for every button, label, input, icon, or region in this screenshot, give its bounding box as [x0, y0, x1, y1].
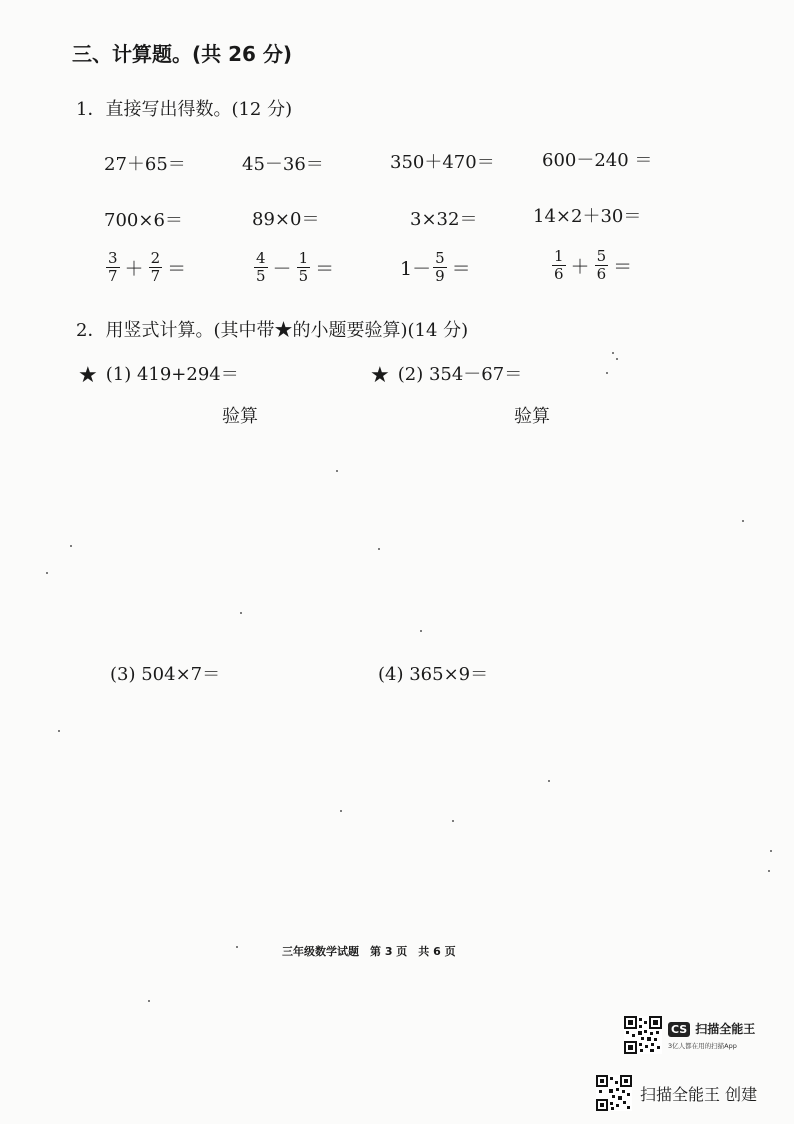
- fraction-expr-2: [252, 250, 337, 285]
- fraction-5-9: [433, 250, 447, 285]
- expr-1-4: 600－240 ＝: [542, 150, 653, 171]
- denominator: 7: [150, 267, 161, 285]
- denominator: 7: [108, 267, 118, 285]
- operator: －: [272, 258, 292, 280]
- scan-speck: [606, 372, 608, 374]
- brand-tagline: 3亿人都在用的扫描App: [668, 1042, 737, 1050]
- item-label: (2) 354－67＝: [397, 364, 523, 385]
- numerator: 5: [596, 247, 607, 265]
- operator: ＋: [570, 256, 590, 278]
- scan-speck: [742, 520, 744, 522]
- denominator: 6: [596, 265, 607, 283]
- scanner-created-label: 扫描全能王 创建: [640, 1085, 758, 1104]
- expr-2-3: 3×32＝: [410, 209, 478, 230]
- scan-speck: [612, 352, 614, 354]
- verify-label-1: 验算: [222, 406, 258, 427]
- brand-name: 扫描全能王: [695, 1022, 756, 1036]
- scan-speck: [240, 612, 242, 614]
- vertical-calc-item-1: [78, 360, 239, 388]
- fraction-4-5: [254, 250, 268, 285]
- scan-speck: [420, 630, 422, 632]
- scan-speck: [70, 545, 72, 547]
- star-icon: ★: [78, 363, 98, 388]
- equals-sign: ＝: [315, 258, 335, 280]
- denominator: 9: [435, 267, 445, 285]
- fraction-1-6: [552, 248, 566, 283]
- fraction-2-7: [149, 250, 163, 285]
- scanner-brand: [668, 1018, 755, 1037]
- scan-speck: [340, 810, 342, 812]
- numerator: 3: [108, 249, 118, 267]
- item-label: (1) 419+294＝: [105, 364, 239, 385]
- expr-2-2: 89×0＝: [252, 209, 320, 230]
- question-1-title: 1．直接写出得数。(12 分): [76, 99, 293, 120]
- vertical-calc-item-2: [370, 360, 522, 388]
- denominator: 6: [554, 265, 564, 283]
- scan-speck: [58, 730, 60, 732]
- numerator: 5: [435, 249, 445, 267]
- vertical-calc-item-3: (3) 504×7＝: [110, 664, 221, 685]
- numerator: 4: [256, 249, 266, 267]
- numerator: 2: [150, 249, 161, 267]
- scan-speck: [616, 358, 618, 360]
- qr-code-icon: [624, 1016, 662, 1054]
- operator: ＋: [124, 258, 144, 280]
- expr-2-4: 14×2＋30＝: [533, 206, 642, 227]
- cs-logo-icon: CS: [668, 1022, 690, 1037]
- fraction-1-5: [297, 250, 311, 285]
- scan-speck: [768, 870, 770, 872]
- scan-speck: [148, 1000, 150, 1002]
- scan-speck: [548, 780, 550, 782]
- scan-speck: [46, 572, 48, 574]
- fraction-expr-1: [104, 250, 189, 285]
- fraction-expr-4: [550, 248, 635, 283]
- vertical-calc-item-4: (4) 365×9＝: [378, 664, 489, 685]
- numerator: 1: [298, 249, 309, 267]
- fraction-expr-3: [400, 250, 474, 285]
- fraction-5-6: [595, 248, 609, 283]
- scan-speck: [336, 470, 338, 472]
- equals-sign: ＝: [613, 256, 633, 278]
- whole-minus: 1－: [400, 258, 432, 280]
- equals-sign: ＝: [451, 258, 471, 280]
- expr-1-1: 27＋65＝: [104, 154, 186, 175]
- expr-1-3: 350＋470＝: [390, 152, 495, 173]
- denominator: 5: [298, 267, 309, 285]
- question-2-title: 2．用竖式计算。(其中带★的小题要验算)(14 分): [76, 320, 469, 341]
- equals-sign: ＝: [167, 258, 187, 280]
- verify-label-2: 验算: [514, 406, 550, 427]
- scan-speck: [378, 548, 380, 550]
- fraction-3-7: [106, 250, 120, 285]
- expr-1-2: 45－36＝: [242, 154, 324, 175]
- expr-2-1: 700×6＝: [104, 210, 183, 231]
- qr-code-icon: [596, 1075, 632, 1111]
- section-title: 三、计算题。(共 26 分): [72, 42, 293, 66]
- scan-speck: [236, 946, 238, 948]
- denominator: 5: [256, 267, 266, 285]
- page-footer: 三年级数学试题 第 3 页 共 6 页: [282, 945, 456, 958]
- scan-speck: [770, 850, 772, 852]
- numerator: 1: [554, 247, 564, 265]
- star-icon: ★: [370, 363, 390, 388]
- scan-speck: [452, 820, 454, 822]
